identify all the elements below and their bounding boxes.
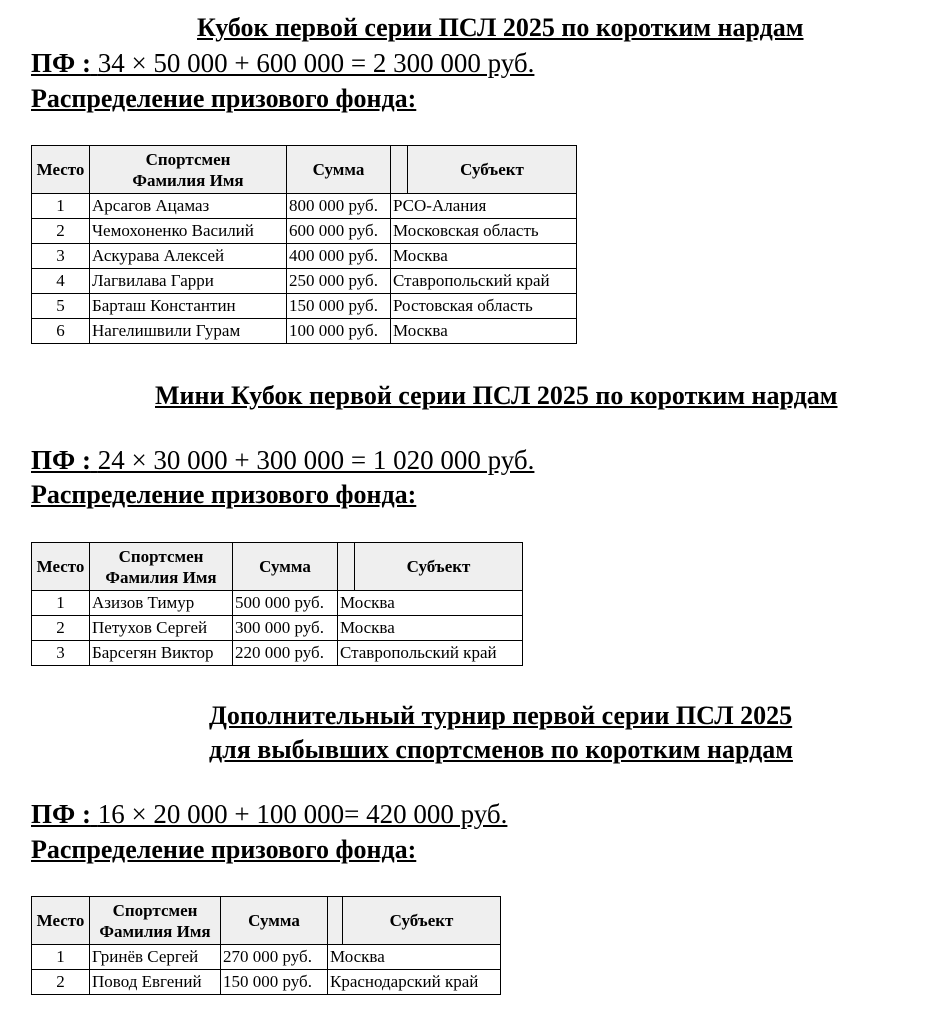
- sum-cell: 270 000 руб.: [221, 945, 328, 970]
- place-cell: 2: [32, 219, 90, 244]
- section-3-pf-label: ПФ :: [31, 799, 91, 829]
- subject-cell: Москва: [328, 945, 501, 970]
- header-subject: Субъект: [355, 543, 523, 591]
- subject-cell: Ростовская область: [391, 294, 577, 319]
- table-row: [32, 970, 501, 995]
- section-1-prize-fund: [31, 46, 534, 80]
- header-athlete-line-2: Фамилия Имя: [99, 921, 211, 941]
- name-cell: Барташ Константин: [90, 294, 287, 319]
- table-header-row: [32, 897, 501, 945]
- place-cell: 1: [32, 194, 90, 219]
- header-athlete-line-2: Фамилия Имя: [132, 170, 244, 190]
- place-cell: 2: [32, 970, 90, 995]
- sum-cell: 300 000 руб.: [233, 616, 338, 641]
- sum-cell: 250 000 руб.: [287, 269, 391, 294]
- header-subject: Субъект: [408, 146, 577, 194]
- section-3-title-line-1: Дополнительный турнир первой серии ПСЛ 2025: [209, 701, 793, 730]
- name-cell: Чемохоненко Василий: [90, 219, 287, 244]
- name-cell: Гринёв Сергей: [90, 945, 221, 970]
- header-athlete: [90, 543, 233, 591]
- table-row: [32, 244, 577, 269]
- section-1-title: [197, 11, 804, 45]
- subject-cell: РСО-Алания: [391, 194, 577, 219]
- header-athlete-line-2: Фамилия Имя: [105, 567, 217, 587]
- header-athlete-line-1: Спортсмен: [145, 149, 231, 169]
- name-cell: Петухов Сергей: [90, 616, 233, 641]
- sum-cell: 150 000 руб.: [287, 294, 391, 319]
- table-row: [32, 616, 523, 641]
- subject-cell: Москва: [338, 591, 523, 616]
- section-3-title-line-2: для выбывших спортсменов по коротким нардам: [209, 735, 793, 764]
- name-cell: Барсегян Виктор: [90, 641, 233, 666]
- sum-cell: 400 000 руб.: [287, 244, 391, 269]
- section-1-distribution-label: Распределение призового фонда:: [31, 84, 417, 113]
- place-cell: 1: [32, 591, 90, 616]
- table-header-row: [32, 146, 577, 194]
- place-cell: 3: [32, 641, 90, 666]
- table-row: [32, 591, 523, 616]
- subject-cell: Ставропольский край: [338, 641, 523, 666]
- section-2-title-line-1: Мини Кубок первой серии ПСЛ 2025 по коротким нардам: [155, 381, 838, 410]
- header-spacer-cell: [391, 146, 408, 194]
- place-cell: 6: [32, 319, 90, 344]
- place-cell: 3: [32, 244, 90, 269]
- sum-cell: 600 000 руб.: [287, 219, 391, 244]
- section-1-title-line-1: Кубок первой серии ПСЛ 2025 по коротким нардам: [197, 13, 804, 42]
- table-row: [32, 194, 577, 219]
- table-row: [32, 641, 523, 666]
- sum-cell: 220 000 руб.: [233, 641, 338, 666]
- subject-cell: Московская область: [391, 219, 577, 244]
- table-row: [32, 945, 501, 970]
- section-2-distribution-label: Распределение призового фонда:: [31, 480, 417, 509]
- sum-cell: 150 000 руб.: [221, 970, 328, 995]
- header-athlete: [90, 897, 221, 945]
- name-cell: Арсагов Ацамаз: [90, 194, 287, 219]
- section-1-prize-table: [31, 145, 577, 344]
- subject-cell: Москва: [391, 319, 577, 344]
- sum-cell: 800 000 руб.: [287, 194, 391, 219]
- section-3-distribution-label: Распределение призового фонда:: [31, 835, 417, 864]
- header-spacer-cell: [338, 543, 355, 591]
- name-cell: Лагвилава Гарри: [90, 269, 287, 294]
- table-row: [32, 269, 577, 294]
- section-2-pf-formula: 24 × 30 000 + 300 000 = 1 020 000 руб.: [97, 445, 535, 475]
- header-sum: Сумма: [287, 146, 391, 194]
- place-cell: 4: [32, 269, 90, 294]
- section-3-prize-fund: [31, 797, 507, 831]
- place-cell: 2: [32, 616, 90, 641]
- sum-cell: 500 000 руб.: [233, 591, 338, 616]
- header-place: Место: [32, 897, 90, 945]
- section-3-title: [209, 699, 793, 767]
- place-cell: 5: [32, 294, 90, 319]
- section-2-prize-table: [31, 542, 523, 666]
- header-athlete: [90, 146, 287, 194]
- table-row: [32, 319, 577, 344]
- section-2-prize-fund: [31, 443, 534, 477]
- header-spacer-cell: [328, 897, 343, 945]
- name-cell: Азизов Тимур: [90, 591, 233, 616]
- sum-cell: 100 000 руб.: [287, 319, 391, 344]
- section-1-pf-formula: 34 × 50 000 + 600 000 = 2 300 000 руб.: [97, 48, 535, 78]
- header-athlete-line-1: Спортсмен: [112, 900, 198, 920]
- section-1-pf-label: ПФ :: [31, 48, 91, 78]
- header-athlete-line-1: Спортсмен: [118, 546, 204, 566]
- name-cell: Повод Евгений: [90, 970, 221, 995]
- section-3-prize-table: [31, 896, 501, 995]
- subject-cell: Ставропольский край: [391, 269, 577, 294]
- subject-cell: Москва: [338, 616, 523, 641]
- header-subject: Субъект: [343, 897, 501, 945]
- header-sum: Сумма: [221, 897, 328, 945]
- subject-cell: Краснодарский край: [328, 970, 501, 995]
- table-row: [32, 219, 577, 244]
- header-sum: Сумма: [233, 543, 338, 591]
- section-2-pf-label: ПФ :: [31, 445, 91, 475]
- table-header-row: [32, 543, 523, 591]
- name-cell: Нагелишвили Гурам: [90, 319, 287, 344]
- section-3-pf-formula: 16 × 20 000 + 100 000= 420 000 руб.: [97, 799, 508, 829]
- place-cell: 1: [32, 945, 90, 970]
- section-2-title: [155, 379, 838, 413]
- header-place: Место: [32, 146, 90, 194]
- table-row: [32, 294, 577, 319]
- subject-cell: Москва: [391, 244, 577, 269]
- header-place: Место: [32, 543, 90, 591]
- name-cell: Аскурава Алексей: [90, 244, 287, 269]
